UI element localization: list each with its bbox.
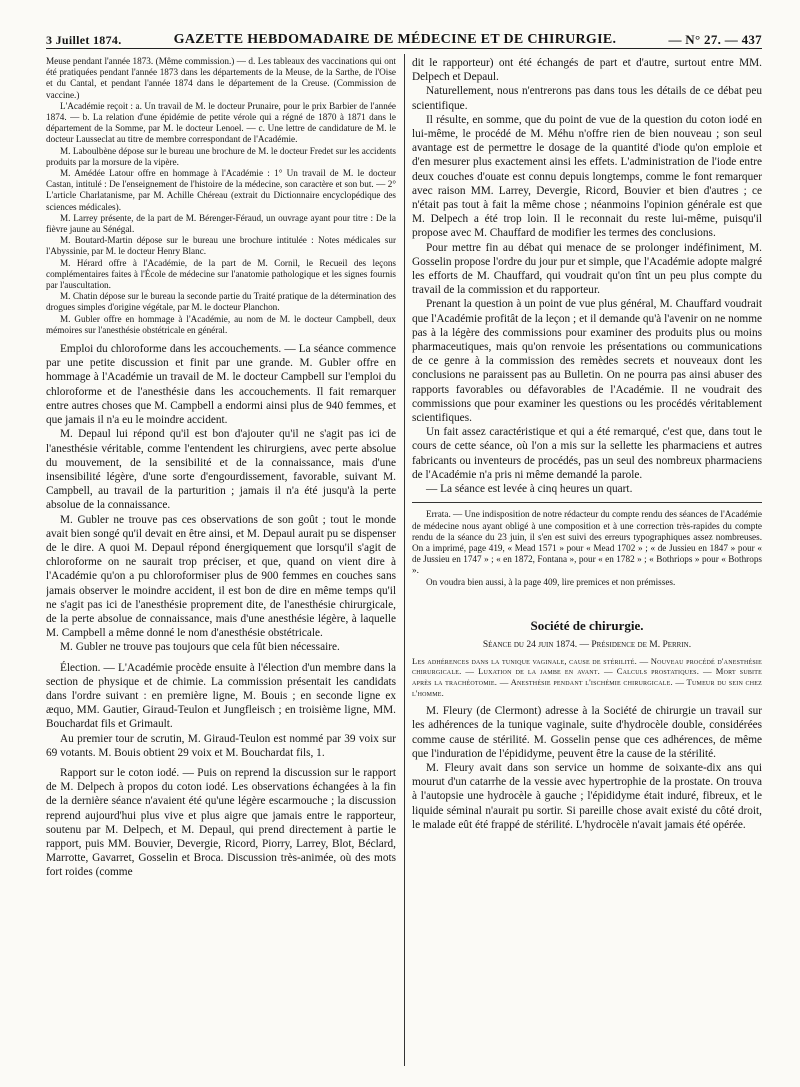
closing-line: — La séance est levée à cinq heures un quart. (426, 483, 633, 496)
newspaper-page (46, 18, 762, 1073)
errata-paragraph: Errata. — Une indisposition de notre rédacteur du compte rendu des séances de l'Académie de médecine nous ayant obligé à une composition et à une correction très-rapides du compte rendu de la séance du 23 juin, il s'en est suivi des erreurs typographiques assez nombreuses. On a imprimé, page 419, « Mead 1571 » pour « Mead 1702 » ; « de Jussieu en 1847 » pour « de Jussieu en 1747 » ; « en 1872, Fontana », pour « en 1782 » ; « Bothriops » pour « Bothrops ». (412, 509, 762, 576)
correspondence-item: M. Gubler offre en hommage à l'Académie, au nom de M. le docteur Campbell, deux mémoires sur l'anesthésie obstétricale en général. (46, 313, 396, 335)
correspondence-item: M. Amédée Latour offre en hommage à l'Académie : 1° Un travail de M. le docteur Castan, intitulé : De l'enseignement de l'histoire de la médecine, son caractère et son but. — 2° L'article Charlatanisme, par M. Achille Chéreau (extrait du Dictionnaire encyclopédique des sciences médicales). (46, 168, 396, 212)
chloroform-paragraph: M. Gubler ne trouve pas ces observations de son goût ; tout le monde avait bien songé qu'il devait en être ainsi, et M. Depaul aurait pu se dispenser de le dire. A quoi M. Depaul répond énergiquement que lorsqu'il s'agit de chloroforme on ne saurait trop préciser, et que, quand on vient dire à l'Académie qu'on a pu chloroformiser plus de 900 femmes en couches sans jamais observer le moindre accident, il est bon de dire en même temps qu'il ne s'agit pas ici de l'anesthésie proprement dite, de l'anesthésie chirurgicale, de la perte absolue de connaissance, mais d'une anesthésie légère, à laquelle M. Campbell a même donné le nom d'anesthésie obstétricale. (46, 513, 396, 640)
chloroform-paragraph: Emploi du chloroforme dans les accouchements. — La séance commence par une petite discussion et finit par une grande. M. Gubler offre en hommage à l'Académie un travail de M. le docteur Campbell sur l'emploi du chloroforme et de l'anesthésie dans les accouchements. Il fait remarquer entre autres choses que M. Campbell a endormi ainsi plus de 940 femmes, et que jamais il n'a eu le moindre accident. (46, 343, 396, 427)
correspondence-item: L'Académie reçoit : a. Un travail de M. le docteur Prunaire, pour le prix Barbier de l'année 1874. — b. La relation d'une épidémie de petite vérole qui a régné de 1870 à 1871 dans le département de la Somme, par M. le docteur Lenoel. — c. Une lettre de candidature de M. le docteur Lausseclat au titre de membre correspondant de l'Académie. (46, 100, 396, 145)
column-divider (404, 54, 405, 1066)
body-paragraph: Il résulte, en somme, que du point de vue de la question du coton iodé en lui-même, le procédé de M. Méhu n'offre rien de bien nouveau ; son seul avantage est de permettre le dosage de la quantité d'iode qu'on emploie et d'en mesurer plus exactement ainsi les effets. L'administration de l'iode entre deux couches d'ouate est connu depuis longtemps, comme le font remarquer avec raison MM. Larrey, Devergie, Ricord, Bouvier et bien d'autres ; ce n'était pas tout à fait la même chose ; néanmoins l'opinion générale est que M. Delpech a été trop loin. Il le reconnait du reste lui-même, puisqu'il propose avec M. Chauffard de modifier les termes des conclusions. (412, 113, 762, 240)
chloroform-paragraph: M. Gubler ne trouve pas toujours que cela fût bien nécessaire. (60, 641, 340, 654)
errata-paragraph: On voudra bien aussi, à la page 409, lire premices et non prémisses. (426, 576, 676, 587)
journal-title: GAZETTE HEBDOMADAIRE DE MÉDECINE ET DE CHIRURGIE. (173, 32, 617, 47)
session-summary: Les adhérences dans la tunique vaginale, cause de stérilité. — Nouveau procédé d'anesthésie chirurgicale. — Luxation de la jambe en avant. — Calculs prostatiques. — Mort subite après la trachéotomie. — Anesthésie pendant l'ischémie chirurgicale. — Tumeur du sein chez l'homme. (412, 655, 762, 698)
vote-paragraph: Au premier tour de scrutin, M. Giraud-Teulon est nommé par 39 voix sur 69 votants. M. Bouis obtient 29 voix et M. Bouchardat fils, 1. (46, 732, 396, 759)
body-paragraph: Naturellement, nous n'entrerons pas dans tous les détails de ce débat peu scientifique. (412, 85, 762, 112)
election-paragraph: Élection. — L'Académie procède ensuite à l'élection d'un membre dans la section de physique et de chimie. La commission présentait les candidats dans l'ordre suivant : en première ligne, M. Bouis ; en seconde ligne ex æquo, MM. Gautier, Giraud-Teulon et Jungfleisch ; en troisième ligne, MM. Bouchardat fils et Grimault. (46, 661, 396, 731)
correspondence-item: M. Boutard-Martin dépose sur le bureau une brochure intitulée : Notes médicales sur l'Abyssinie, par M. le docteur Henry Blanc. (46, 235, 396, 257)
correspondence-item: M. Laboulbène dépose sur le bureau une brochure de M. le docteur Fredet sur les accidents produits par la morsure de la vipère. (46, 145, 396, 167)
section-heading: Société de chirurgie. (530, 617, 644, 633)
correspondence-item: M. Larrey présente, de la part de M. Bérenger-Féraud, un ouvrage ayant pour titre : De la fièvre jaune au Sénégal. (46, 212, 396, 235)
right-column (412, 56, 762, 1066)
session-line: Séance du 24 juin 1874. — Présidence de M. Perrin. (482, 639, 692, 650)
body-paragraph: Prenant la question à un point de vue plus général, M. Chauffard voudrait que l'Académie profitât de la leçon ; et il demande qu'à l'avenir on ne nomme pas à la légère des commissions pour examiner des produits plus ou moins pharmaceutiques, mais qu'on renvoie les présentations ou communications de ce genre à la commission des remèdes secrets et nouveaux dont les conclusions ne paraissent pas au Bulletin. On ne pourra pas ainsi abuser des rapports favorables ou défavorables de l'Académie. Il ne voudrait des commissions que pour examiner les questions ou les procédés véritablement scientifiques. (412, 298, 762, 425)
issue-date: 3 Juillet 1874. (46, 33, 122, 47)
coton-iode-paragraph: Rapport sur le coton iodé. — Puis on reprend la discussion sur le rapport de M. Delpech à propos du coton iodé. Les observations échangées à la fin de la dernière séance n'avaient été qu'une légère escarmouche ; la discussion reprend aujourd'hui plus vive et plus aigre que jamais entre le rapporteur, soutenu par M. Delpech, et M. Depaul, qui prend directement à partie le rapport, puis MM. Bouvier, Devergie, Ricord, Piorry, Larrey, Blot, Béclard, Marrotte, Gavarret, Gosselin et Broca. Discussion très-animée, où des mots fort roides (comme (46, 766, 396, 879)
left-column (46, 56, 396, 1066)
body-paragraph: Pour mettre fin au débat qui menace de se prolonger indéfiniment, M. Gosselin propose l'ordre du jour pur et simple, que l'Académie adopte malgré les efforts de M. Chauffard, qui voudrait qu'on tînt un peu plus compte du travail de la commission et du rapporteur. (412, 241, 762, 297)
correspondence-list (46, 56, 396, 336)
section-rule (412, 502, 762, 503)
issue-page-number: — N° 27. — 437 (668, 32, 762, 47)
chloroform-paragraph: M. Depaul lui répond qu'il est bon d'ajouter qu'il ne s'agit pas ici de l'anesthésie véritable, comme l'entendent les chirurgiens, avec perte absolue du mouvement, de la sensibilité et de la connaissance, mais d'une insensibilité légère, d'une sorte d'engourdissement, favorable, suivant M. Campbell, au travail de la parturition ; jamais il n'a été jusqu'à la perte absolue de la connaissance. (46, 428, 396, 512)
body-paragraph: dit le rapporteur) ont été échangés de part et d'autre, surtout entre MM. Delpech et Depaul. (412, 57, 762, 84)
correspondence-item: M. Chatin dépose sur le bureau la seconde partie du Traité pratique de la détermination des drogues simples d'origine végétale, par M. le docteur Planchon. (46, 291, 396, 313)
body-paragraph: Un fait assez caractéristique et qui a été remarqué, c'est que, dans tout le cours de cette séance, où l'on a mis sur la sellette les pharmaciens et autres fabricants ou inventeurs de procédés, pas un seul des nombreux pharmaciens de l'Académie n'a pris ni même demandé la parole. (412, 426, 762, 481)
correspondence-item: M. Hérard offre à l'Académie, de la part de M. Cornil, le Recueil des leçons complémentaires faites à l'École de médecine sur l'anatomie pathologique et les signes fournis par l'auscultation. (46, 257, 396, 291)
body-paragraph: M. Fleury (de Clermont) adresse à la Société de chirurgie un travail sur les adhérences de la tunique vaginale, suite d'hydrocèle double, considérées comme cause de stérilité. M. Gosselin pense que ces adhérences, de même que l'induration de l'épididyme, peuvent être la cause de la stérilité. (412, 705, 762, 760)
page-header (46, 18, 762, 49)
correspondence-item: Meuse pendant l'année 1873. (Même commission.) — d. Les tableaux des vaccinations qui ont été pratiquées pendant l'année 1873 dans les départements de la Meuse, de la Sarthe, de l'Oise et du Cantal, et pendant l'année 1874 dans le département de la Creuse. (Commission de vaccine.) (46, 56, 396, 100)
body-paragraph: M. Fleury avait dans son service un homme de soixante-dix ans qui mourut d'un catarrhe de la vessie avec hypertrophie de la prostate. On trouva à l'autopsie une hydrocèle à gauche ; l'épididyme était induré, fibreux, et le liquide séminal n'aurait pu sortir. Si pareille chose avait existé du côté droit, le malade eût été frappé de stérilité. L'hydrocèle n'avait jamais été opérée. (412, 761, 762, 831)
